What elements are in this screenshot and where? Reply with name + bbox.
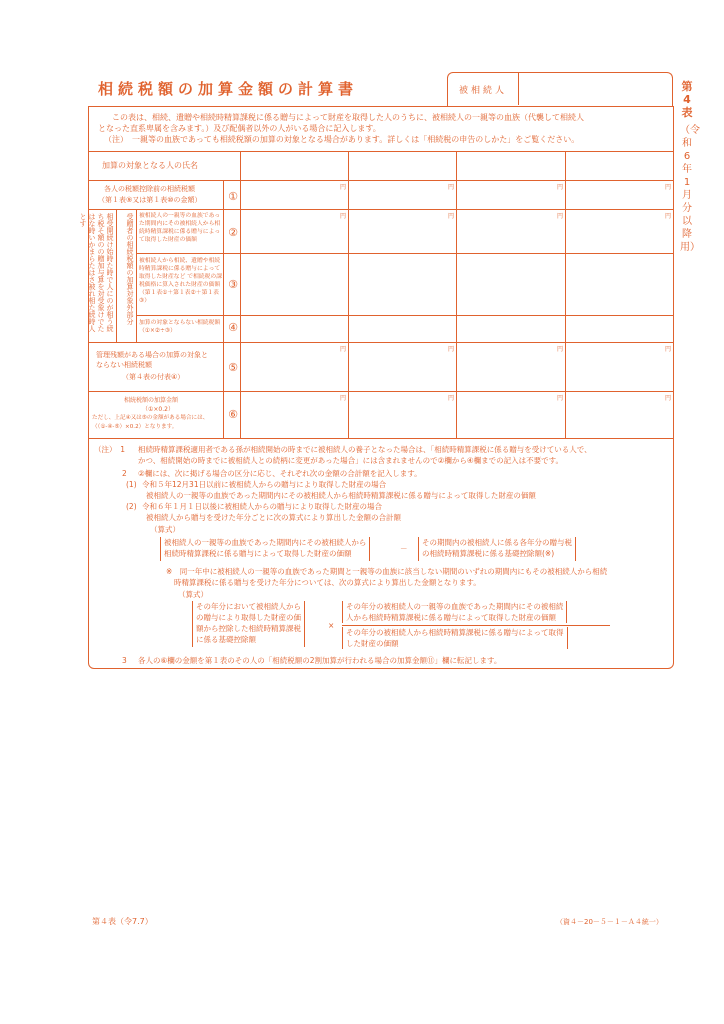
note2-number: 2	[122, 469, 127, 478]
yen-mark: 円	[448, 346, 455, 353]
yen-mark: 円	[557, 184, 564, 191]
side-edition-note: （令和6年1月分以降用）	[680, 125, 700, 253]
row1-label: 各人の税額控除前の相続税額	[104, 185, 195, 193]
intro-line-1: この表は、相続、遺贈や相続時精算課税に係る贈与によって財産を取得した人のうちに、被相続人の一親等の血族（代襲して相続人	[112, 113, 584, 122]
note3-number: 3	[122, 656, 127, 665]
yen-mark: 円	[665, 395, 672, 402]
row6-label-4: （（①-④-⑤）×0.2）となります。	[92, 424, 178, 430]
row2-number: ②	[228, 226, 238, 239]
yen-mark: 円	[340, 184, 347, 191]
row6-label-3: ただし、上記④又は⑤の金額がある場合には、	[92, 415, 209, 421]
row3-number: ③	[228, 278, 238, 291]
side-table-number: 第4表	[681, 80, 693, 119]
group-vertical-label: 相受開続け始時た時で人にのが相う続ち税そ額のの贈加与算を対受象けでたはな時いかまらたはさ被れ相た続時人とす	[79, 213, 114, 332]
yen-mark: 円	[557, 395, 564, 402]
formula2-term1: その年分において被相続人から の贈与により取得した財産の価 額から控除した相続時精算課税 に係る基礎控除額	[192, 601, 305, 647]
note2-2-number: (2)	[126, 502, 137, 511]
yen-mark: 円	[340, 213, 347, 220]
asterisk-line2: 時精算課税に係る贈与を受けた年分については、次の算式により算出した金額となります。	[174, 578, 481, 587]
row4-label: 加算の対象とならない相続税額（①×②÷③）	[139, 320, 221, 334]
name-row-label: 加算の対象となる人の氏名	[102, 161, 198, 170]
row5-label-1: 管理残額がある場合の加算の対象と	[96, 351, 208, 359]
group-vertical-label-b: 受贈者の相続税額の加算対象外部分	[126, 213, 134, 325]
formula2-fraction-bar	[342, 625, 610, 626]
decedent-box	[447, 72, 673, 106]
intro-line-2: となった直系卑属を含みます。）及び配偶者以外の人がいる場合に記入します。	[98, 124, 381, 133]
row6-label-2: （①×0.2）	[142, 406, 174, 413]
yen-mark: 円	[448, 213, 455, 220]
row1-sublabel: （第１表⑨又は第１表⑩の金額）	[98, 196, 202, 204]
row3-label: 被相続人から相続、遺贈や相続時精算課税に係る贈与によって取得した財産など で相続税の課税価格に算入された財産の価額（第１表①＋第１表②＋第１表③）	[139, 258, 222, 304]
note2-2-text: 令和６年１月１日以後に被相続人からの贈与により取得した財産の場合	[142, 502, 382, 511]
formula2-times: ×	[328, 621, 335, 630]
yen-mark: 円	[448, 395, 455, 402]
row2-label: 被相続人の一親等の血族であった期間内にその被相続人から相続時精算課税に係る贈与によって取得した財産の価額	[139, 213, 221, 243]
note-head: （注） 1	[94, 445, 126, 454]
name-field-1[interactable]	[242, 153, 347, 179]
row5-label-2: ならない相続税額	[96, 361, 152, 369]
formula2-denominator: その年分の被相続人から相続時精算課税に係る贈与によって取得 した財産の価額	[342, 627, 568, 649]
intro-note: （注） 一親等の血族であっても相続税額の加算の対象となる場合があります。詳しくは「相続税の申告のしかた」をご覧ください。	[104, 135, 580, 144]
row1-number: ①	[228, 190, 238, 203]
form-code: 第４表（令7.7）	[92, 917, 153, 926]
decedent-label: 被相続人	[448, 73, 519, 105]
formula-label-2: （算式）	[178, 590, 208, 599]
name-field-2[interactable]	[350, 153, 455, 179]
row4-number: ④	[228, 321, 238, 334]
formula-label: （算式）	[150, 525, 180, 534]
formula2-numerator: その年分の被相続人の一親等の血族であった期間内にその被相続 人から相続時精算課税に係る贈与によって取得した財産の価額	[342, 601, 567, 623]
yen-mark: 円	[448, 184, 455, 191]
note2-1-detail: 被相続人の一親等の血族であった期間内にその被相続人から相続時精算課税に係る贈与によって取得した財産の価額	[146, 491, 536, 500]
row5-label-3: （第４表の付表④）	[122, 373, 185, 381]
formula1-minus: －	[400, 544, 408, 553]
yen-mark: 円	[665, 184, 672, 191]
note3-text: 各人の⑥欄の金額を第１表のその人の「相続税額の2割加算が行われる場合の加算金額⑪」欄に転記します。	[138, 656, 502, 665]
row5-number: ⑤	[228, 361, 238, 374]
form-title: 相続税額の加算金額の計算書	[98, 80, 359, 98]
name-field-3[interactable]	[458, 153, 563, 179]
yen-mark: 円	[557, 213, 564, 220]
yen-mark: 円	[340, 346, 347, 353]
formula1-term2: その期間内の被相続人に係る各年分の贈与税 の相続時精算課税に係る基礎控除額(※)	[418, 537, 576, 561]
formula1-term1: 被相続人の一親等の血族であった期間内にその被相続人から 相続時精算課税に係る贈与によって取得した財産の価額	[160, 537, 370, 561]
yen-mark: 円	[557, 346, 564, 353]
note2-1-text: 令和５年12月31日以前に被相続人からの贈与により取得した財産の場合	[142, 480, 387, 489]
note2-2-detail: 被相続人から贈与を受けた年分ごとに次の算式により算出した金額の合計額	[146, 513, 401, 522]
form-print-code: （資４－20－５－１－Ａ４統一）	[556, 918, 663, 926]
name-field-4[interactable]	[567, 153, 672, 179]
note2-text: ②欄には、次に掲げる場合の区分に応じ、それぞれ次の金額の合計額を記入します。	[138, 469, 422, 478]
note2-1-number: (1)	[126, 480, 137, 489]
yen-mark: 円	[665, 346, 672, 353]
asterisk-line1: ※ 同一年中に被相続人の一親等の血族であった期間と一親等の血族に該当しない期間のいずれの期間内にもその被相続人から相続	[166, 567, 608, 576]
intro-text	[98, 112, 668, 145]
note1-line2: かつ、相続開始の時までに被相続人との続柄に変更があった場合」には含まれませんので②欄から④欄までの記入は不要です。	[138, 456, 563, 465]
decedent-name-field[interactable]	[520, 75, 668, 103]
row6-number: ⑥	[228, 408, 238, 421]
yen-mark: 円	[665, 213, 672, 220]
row6-label-1: 相続税額の加算金額	[124, 397, 179, 404]
note1-line1: 相続時精算課税適用者である孫が相続開始の時までに被相続人の養子となった場合は、「相続時精算課税に係る贈与を受けている人で、	[138, 445, 592, 454]
yen-mark: 円	[340, 395, 347, 402]
